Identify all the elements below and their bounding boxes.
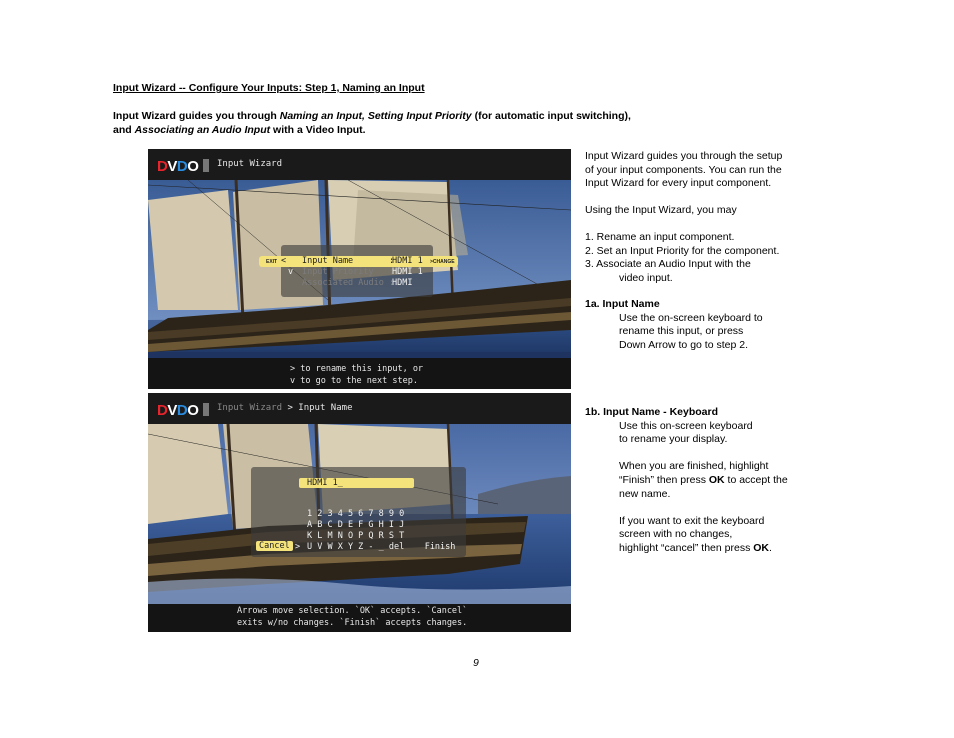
dvdo-logo: DVDO bbox=[157, 402, 199, 419]
breadcrumb-input-name: Input Name bbox=[298, 403, 353, 413]
footer-line-2: exits w/no changes. `Finish` accepts changes. bbox=[237, 618, 468, 628]
intro-text: with a Video Input. bbox=[270, 124, 366, 136]
exit-hint: EXIT bbox=[266, 259, 278, 265]
text-span: “Finish” then press bbox=[619, 473, 709, 486]
list-item: 1. Rename an input component. bbox=[585, 231, 735, 243]
dvdo-logo: DVDO bbox=[157, 158, 199, 175]
name-input-value: HDMI 1_ bbox=[307, 478, 343, 488]
input-wizard-screenshot bbox=[148, 149, 571, 389]
change-hint: >CHANGE bbox=[430, 259, 455, 265]
exit-instruction-line bbox=[585, 542, 788, 556]
menu-item-value-input-priority: HDMI 1 bbox=[392, 267, 423, 277]
step-1b-line: Use this on-screen keyboard bbox=[619, 419, 753, 432]
ok-key-label: OK bbox=[708, 473, 725, 486]
breadcrumb-separator: > bbox=[287, 403, 293, 413]
breadcrumb bbox=[217, 403, 352, 413]
menu-item-label-input-priority[interactable]: Input Priority : bbox=[302, 267, 395, 277]
list-item-continued: video input. bbox=[619, 271, 673, 284]
menu-item-label-associated-audio[interactable]: Associated Audio : bbox=[302, 278, 395, 288]
step-1b-section bbox=[585, 406, 788, 556]
overview-line: Input Wizard guides you through the setup bbox=[585, 150, 783, 162]
logo-badge bbox=[203, 403, 209, 416]
step-1a-section bbox=[585, 298, 763, 352]
step-1b-line: to rename your display. bbox=[619, 433, 728, 446]
intro-text: and bbox=[113, 124, 135, 136]
top-bar bbox=[148, 149, 571, 180]
section-heading: Input Wizard -- Configure Your Inputs: Step 1, Naming an Input bbox=[113, 82, 425, 94]
keyboard-row-k-t[interactable]: K L M N O P Q R S T bbox=[307, 531, 405, 541]
step-1b-title: 1b. Input Name - Keyboard bbox=[585, 406, 719, 418]
down-arrow-icon: v bbox=[288, 267, 294, 277]
step-1a-title: 1a. Input Name bbox=[585, 298, 660, 310]
cancel-button-label: Cancel bbox=[259, 541, 290, 551]
overview-line: of your input components. You can run the bbox=[585, 163, 782, 176]
footer-line-1: Arrows move selection. `OK` accepts. `Cancel` bbox=[237, 606, 468, 616]
text-span: highlight “cancel” then press bbox=[619, 541, 754, 554]
top-bar bbox=[148, 393, 571, 424]
intro-italic-2: Associating an Audio Input bbox=[134, 124, 271, 136]
left-arrow-icon: < bbox=[281, 256, 287, 266]
intro-italic-1: Naming an Input, Setting Input Priority bbox=[279, 110, 472, 122]
footer-hint bbox=[148, 358, 571, 389]
keyboard-row-a-j[interactable]: A B C D E F G H I J bbox=[307, 520, 405, 530]
step-1a-line: Use the on-screen keyboard to bbox=[619, 311, 763, 324]
step-1a-line: rename this input, or press bbox=[619, 325, 744, 338]
intro-text: Input Wizard guides you through bbox=[113, 110, 280, 122]
finish-instruction-line: When you are finished, highlight bbox=[619, 460, 769, 473]
menu-item-label-input-name[interactable]: Input Name : bbox=[302, 256, 395, 266]
intro-paragraph bbox=[113, 109, 631, 137]
list-item: 2. Set an Input Priority for the component. bbox=[585, 244, 780, 257]
footer-line-2: v to go to the next step. bbox=[290, 376, 418, 386]
list-item: 3. Associate an Audio Input with the bbox=[585, 258, 751, 271]
footer-hint bbox=[148, 604, 571, 632]
overview-line: Input Wizard for every input component. bbox=[585, 177, 772, 190]
footer-line-1: > to rename this input, or bbox=[290, 364, 424, 374]
intro-text: (for automatic input switching), bbox=[471, 110, 631, 122]
step-1a-line: Down Arrow to go to step 2. bbox=[619, 338, 748, 351]
keyboard-row-digits[interactable]: 1 2 3 4 5 6 7 8 9 0 bbox=[307, 509, 405, 519]
exit-instruction-line: If you want to exit the keyboard bbox=[619, 514, 765, 527]
text-span: . bbox=[769, 541, 772, 554]
capabilities-list bbox=[585, 231, 779, 285]
input-name-keyboard-screenshot bbox=[148, 393, 571, 632]
right-arrow-icon: > bbox=[295, 542, 301, 552]
text-span: to accept the bbox=[724, 473, 788, 486]
finish-instruction-line: new name. bbox=[619, 487, 671, 500]
keyboard-row-u-z-finish[interactable]: U V W X Y Z - _ del Finish bbox=[307, 542, 456, 552]
logo-badge bbox=[203, 159, 209, 172]
overview-paragraph bbox=[585, 150, 782, 191]
menu-item-value-input-name: HDMI 1 bbox=[392, 256, 423, 266]
using-wizard-text: Using the Input Wizard, you may bbox=[585, 204, 737, 216]
breadcrumb-input-wizard[interactable]: Input Wizard bbox=[217, 403, 283, 413]
page-number: 9 bbox=[473, 657, 479, 669]
exit-instruction-line: screen with no changes, bbox=[619, 528, 733, 541]
screen-title: Input Wizard bbox=[217, 159, 283, 169]
ok-key-label: OK bbox=[753, 541, 769, 554]
menu-item-value-associated-audio: HDMI bbox=[392, 278, 413, 288]
finish-instruction-line bbox=[585, 474, 788, 488]
